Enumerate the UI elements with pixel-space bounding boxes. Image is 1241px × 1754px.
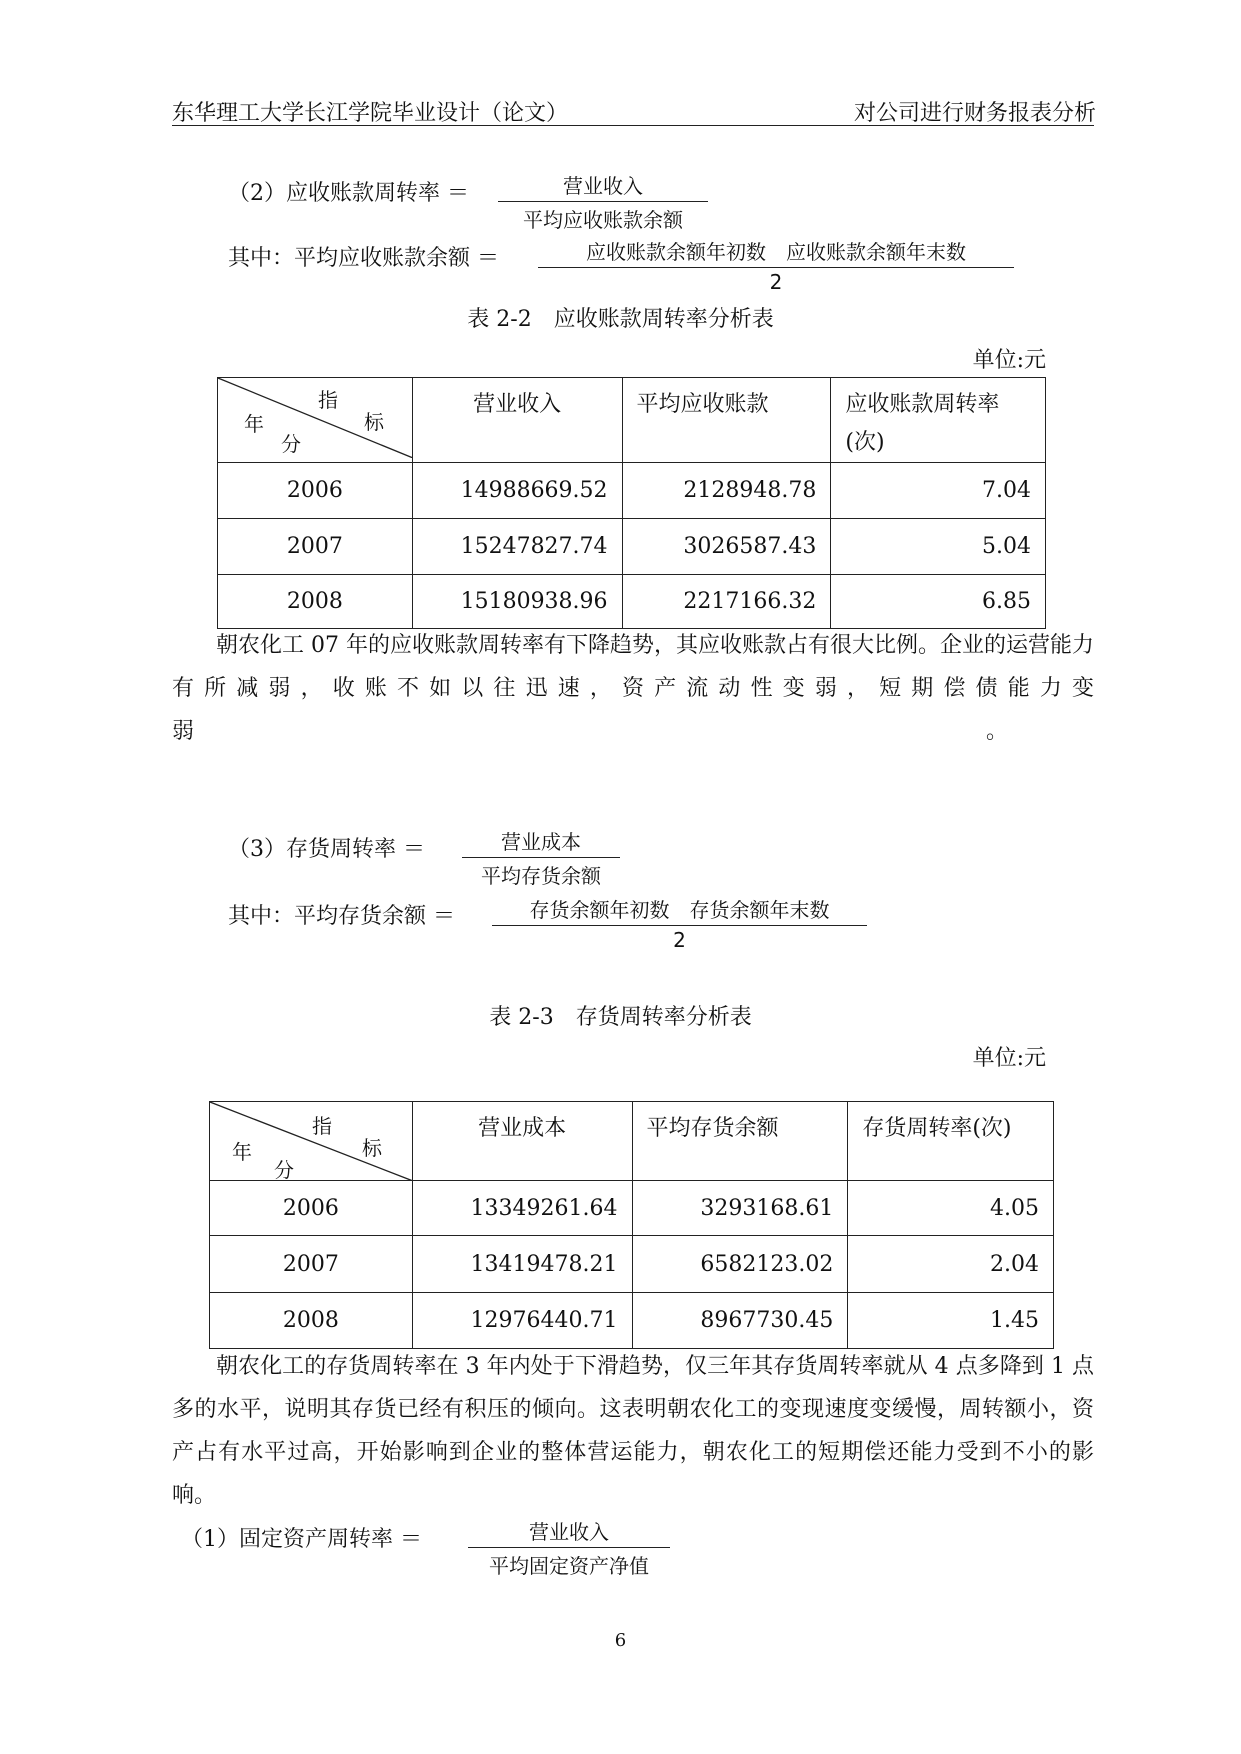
table-ar-header-row xyxy=(218,378,1046,463)
table-cell: 15247827.74 xyxy=(412,519,622,575)
table-cell: 7.04 xyxy=(831,463,1046,519)
table-ar-col-header: 营业收入 xyxy=(412,378,622,463)
formula-inv-label: （3）存货周转率 ＝ xyxy=(228,837,425,862)
header-right-title: 对公司进行财务报表分析 xyxy=(853,101,1096,126)
formula-ar-avg-fraction xyxy=(538,236,1014,294)
table-cell: 2.04 xyxy=(848,1236,1054,1293)
table-inv-caption: 表 2-3 存货周转率分析表 xyxy=(489,1005,752,1030)
table-cell: 13349261.64 xyxy=(412,1181,632,1236)
table-inv-unit: 单位:元 xyxy=(972,1046,1046,1071)
formula-ar-avg-numerator: 应收账款余额年初数 应收账款余额年末数 xyxy=(538,236,1014,268)
table-cell-year: 2008 xyxy=(218,575,413,629)
table-cell: 14988669.52 xyxy=(412,463,622,519)
corner-label-top: 指 xyxy=(312,1114,332,1138)
table-ar-corner-cell xyxy=(218,378,413,463)
header-divider xyxy=(172,125,1094,126)
formula-ar-label: （2）应收账款周转率 ＝ xyxy=(228,181,469,206)
table-cell: 5.04 xyxy=(831,519,1046,575)
corner-label-left: 年 xyxy=(232,1140,252,1164)
corner-label-bottom: 分 xyxy=(281,432,301,456)
table-cell-year: 2008 xyxy=(210,1293,413,1349)
corner-label-left: 年 xyxy=(244,412,264,436)
table-ar xyxy=(217,377,1046,629)
formula-inv-avg-label: 其中：平均存货余额 ＝ xyxy=(228,904,455,929)
table-inv-corner-cell xyxy=(210,1102,413,1181)
formula-inv-avg-denominator: 2 xyxy=(673,928,686,952)
formula-inv-fraction xyxy=(462,826,620,889)
table-cell-year: 2007 xyxy=(210,1236,413,1293)
table-inv-header-row xyxy=(210,1102,1054,1181)
table-cell: 3293168.61 xyxy=(632,1181,848,1236)
formula-ar-fraction xyxy=(498,170,708,233)
formula-inv-numerator: 营业成本 xyxy=(462,826,620,858)
table-ar-caption: 表 2-2 应收账款周转率分析表 xyxy=(467,307,774,332)
table-inv-col-header: 营业成本 xyxy=(412,1102,632,1181)
formula-inv-avg-numerator: 存货余额年初数 存货余额年末数 xyxy=(492,894,867,926)
table-cell: 3026587.43 xyxy=(622,519,831,575)
formula-ar-avg-denominator: 2 xyxy=(769,270,783,294)
table-cell: 2217166.32 xyxy=(622,575,831,629)
formula-inv-avg-fraction xyxy=(492,894,867,952)
formula-ar-numerator: 营业收入 xyxy=(498,170,708,202)
corner-label-right: 标 xyxy=(364,410,384,434)
table-inv-col-header: 存货周转率(次) xyxy=(848,1102,1054,1181)
table-row xyxy=(210,1293,1054,1349)
formula-fa-fraction xyxy=(468,1516,670,1579)
table-ar-col-header: 平均应收账款 xyxy=(622,378,831,463)
formula-ar-denominator: 平均应收账款余额 xyxy=(523,208,683,232)
corner-label-right: 标 xyxy=(362,1136,382,1160)
formula-fa-label: （1）固定资产周转率 ＝ xyxy=(181,1527,422,1552)
table-cell-year: 2006 xyxy=(218,463,413,519)
paragraph-inv-analysis: 朝农化工的存货周转率在 3 年内处于下滑趋势，仅三年其存货周转率就从 4 点多降到 1 点多的水平，说明其存货已经有积压的倾向。这表明朝农化工的变现速度变缓慢，周转额小，资产占有水平过高，开始影响到企业的整体营运能力，朝农化工的短期偿还能力受到不小的影响。 xyxy=(172,1354,1094,1508)
table-cell: 15180938.96 xyxy=(412,575,622,629)
table-cell-year: 2006 xyxy=(210,1181,413,1236)
formula-ar-avg-label: 其中：平均应收账款余额 ＝ xyxy=(228,246,499,271)
table-cell: 13419478.21 xyxy=(412,1236,632,1293)
formula-inv-denominator: 平均存货余额 xyxy=(481,864,601,888)
table-inv xyxy=(209,1101,1054,1349)
table-row xyxy=(218,575,1046,629)
table-cell-year: 2007 xyxy=(218,519,413,575)
table-cell: 8967730.45 xyxy=(632,1293,848,1349)
table-row xyxy=(218,463,1046,519)
table-cell: 1.45 xyxy=(848,1293,1054,1349)
formula-fa-numerator: 营业收入 xyxy=(468,1516,670,1548)
table-inv-col-header: 平均存货余额 xyxy=(632,1102,848,1181)
corner-label-top: 指 xyxy=(318,388,338,412)
table-row xyxy=(210,1236,1054,1293)
paragraph-ar-analysis: 朝农化工 07 年的应收账款周转率有下降趋势，其应收账款占有很大比例。企业的运营能力有所减弱，收账不如以往迅速，资产流动性变弱，短期偿债能力变弱 。 xyxy=(172,633,1094,744)
table-cell: 4.05 xyxy=(848,1181,1054,1236)
table-cell: 2128948.78 xyxy=(622,463,831,519)
table-row xyxy=(210,1181,1054,1236)
table-row xyxy=(218,519,1046,575)
table-cell: 6.85 xyxy=(831,575,1046,629)
table-ar-col-header: 应收账款周转率(次) xyxy=(831,378,1046,463)
header-left-title: 东华理工大学长江学院毕业设计（论文） xyxy=(172,101,569,126)
table-ar-unit: 单位:元 xyxy=(972,348,1046,373)
formula-fa-denominator: 平均固定资产净值 xyxy=(489,1554,649,1578)
corner-label-bottom: 分 xyxy=(274,1158,294,1182)
table-cell: 6582123.02 xyxy=(632,1236,848,1293)
table-cell: 12976440.71 xyxy=(412,1293,632,1349)
page-number: 6 xyxy=(614,1630,627,1651)
